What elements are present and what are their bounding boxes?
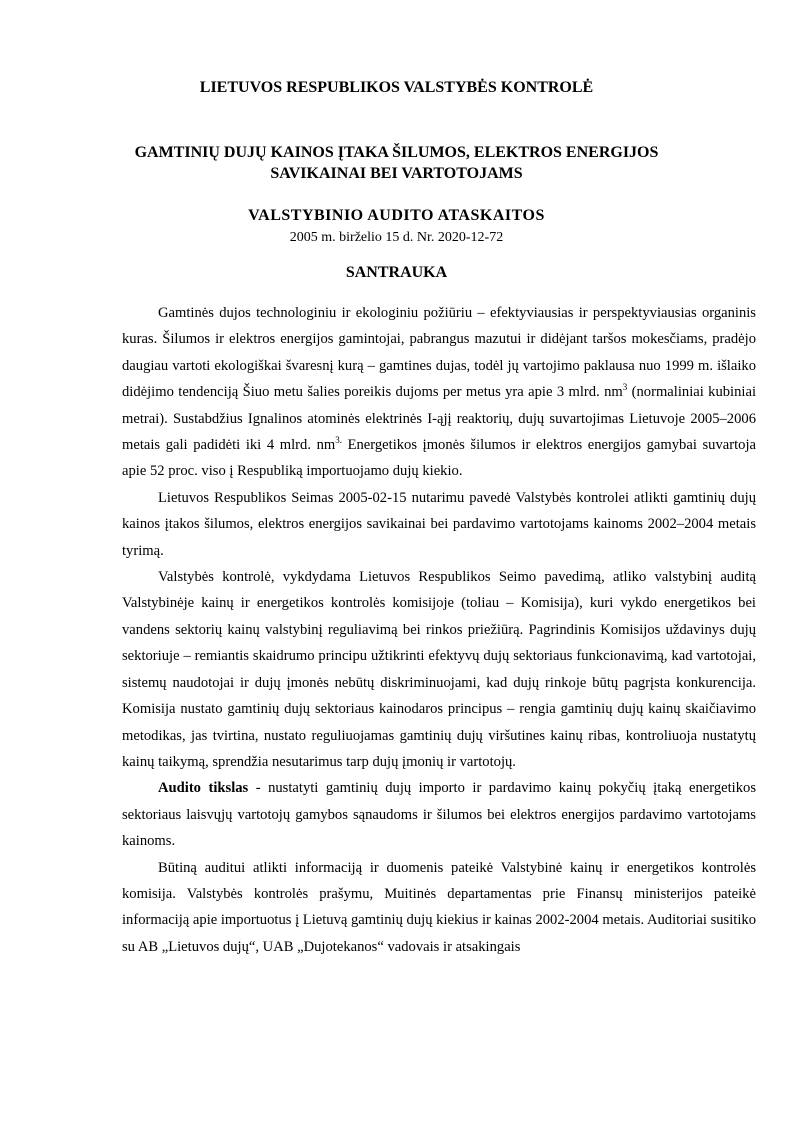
report-type-heading: VALSTYBINIO AUDITO ATASKAITOS — [248, 207, 545, 224]
report-date-number: 2005 m. birželio 15 d. Nr. 2020-12-72 — [289, 230, 504, 245]
paragraph-2: Lietuvos Respublikos Seimas 2005-02-15 nutarimu pavedė Valstybės kontrolei atlikti gamtinių dujų kainos įtakos šilumos, elektros energijos savikainai bei pardavimo vartotojams kainoms 2002–2004 metais tyrimą. — [122, 489, 756, 559]
report-title-line-2: SAVIKAINAI BEI VARTOTOJAMS — [270, 165, 523, 182]
section-heading: SANTRAUKA — [345, 264, 448, 281]
superscript-cubic: 3 — [622, 382, 628, 393]
paragraph-1 — [122, 300, 756, 485]
paragraph-1-part-c: Energetikos įmonės šilumos ir elektros energijos gamybai suvartoja apie 52 proc. viso į Respubliką importuojamo dujų kiekio. — [122, 437, 756, 480]
paragraph-5: Būtiną auditui atlikti informaciją ir duomenis pateikė Valstybinė kainų ir energetikos kontrolės komisija. Valstybės kontrolės prašymu, Muitinės departamentas prie Finansų ministerijos pateikė informaciją apie importuotus į Lietuvą gamtinių dujų kiekius ir kainas 2002-2004 metais. Auditoriai susitiko su AB „Lietuvos dujų“, UAB „Dujotekanos“ vadovais ir atsakingais — [122, 859, 756, 955]
paragraph-3: Valstybės kontrolė, vykdydama Lietuvos Respublikos Seimo pavedimą, atliko valstybinį auditą Valstybinėje kainų ir energetikos kontrolės komisijoje (toliau – Komisija), kuri vykdo energetikos bei vandens sektorių kainų valstybinį reguliavimą bei rinkos priežiūrą. Pagrindinis Komisijos uždavinys dujų sektoriuje – remiantis skaidrumo principu užtikrinti efektyvų dujų sektoriaus funkcionavimą, kad vartotojai, sistemų naudotojai ir dujų įmonės nebūtų diskriminuojami, kad dujų rinkoje būtų pagrįsta konkurencija. Komisija nustato gamtinių dujų sektoriaus kainodaros principus – rengia gamtinių dujų kainų skaičiavimo metodikas, jas tvirtina, nustato reguliuojamas gamtinių dujų viršutines kainų ribas, kontroliuoja nustatytų kainų taikymą, sprendžia nesutarimus tarp dujų įmonių ir vartotojų. — [122, 569, 756, 770]
superscript-cubic-2: 3. — [335, 435, 342, 446]
paragraph-1-part-b: (normaliniai kubiniai metrai). Sustabdžius Ignalinos atominės elektrinės I-ąjį reaktorių, dujų suvartojimas Lietuvoje 2005–2006 metais gali padidėti iki 4 mlrd. nm — [122, 384, 756, 454]
paragraph-4 — [122, 775, 756, 854]
audit-goal-label: Audito tikslas — [158, 780, 249, 797]
audit-goal-text: - nustatyti gamtinių dujų importo ir pardavimo kainų pokyčių įtaką energetikos sektoriaus laisvųjų vartotojų gamybos sąnaudoms ir šilumos bei elektros energijos pardavimo vartotojams kainoms. — [122, 780, 756, 850]
report-title-line-1: GAMTINIŲ DUJŲ KAINOS ĮTAKA ŠILUMOS, ELEKTROS ENERGIJOS — [134, 144, 659, 161]
paragraph-1-part-a: Gamtinės dujos technologiniu ir ekologiniu požiūriu – efektyviausias ir perspektyviausias organinis kuras. Šilumos ir elektros energijos gamintojai, pabrangus mazutui ir didėjant taršos mokesčiams, pradėjo daugiau vartoti ekologiškai švaresnį kurą – gamtines dujas, todėl jų vartojimo paklausa nuo 1999 m. išlaiko didėjimo tendenciją Šiuo metu šalies poreikis dujoms per metus yra apie 3 mlrd. nm — [122, 305, 756, 401]
institution-heading: LIETUVOS RESPUBLIKOS VALSTYBĖS KONTROLĖ — [199, 79, 594, 96]
body-text — [122, 300, 756, 960]
